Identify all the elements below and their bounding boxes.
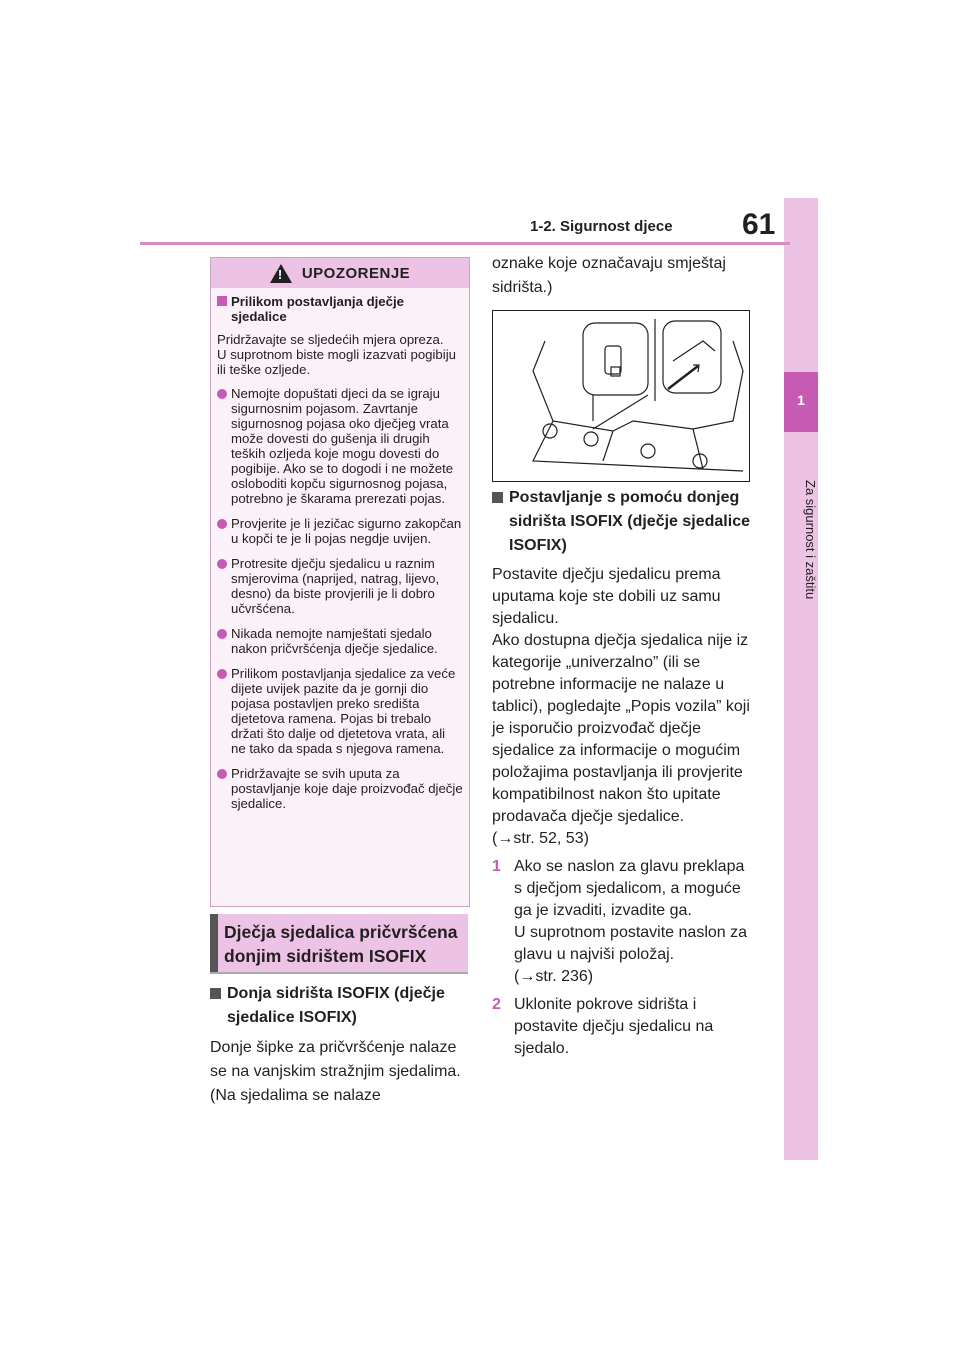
section-heading-box: [210, 914, 468, 974]
left-column: [210, 982, 472, 1108]
bullet-icon: [217, 389, 227, 399]
subheading-isofix: Donja sidrišta ISOFIX (dječje sjedalice ISOFIX): [210, 982, 472, 1030]
page-number: 61: [742, 208, 776, 241]
step-number: 1: [492, 858, 501, 875]
step-number: 2: [492, 996, 501, 1013]
bullet-icon: [217, 559, 227, 569]
warning-box: [210, 257, 470, 907]
subheading-install: Postavljanje s pomoću donjeg sidrišta ISOFIX (dječje sjedalice ISOFIX): [492, 486, 754, 558]
warning-item: Provjerite je li jezičac sigurno zakopčan u kopči te je li pojas negdje uvijen.: [217, 516, 463, 546]
step-item: 2 Uklonite pokrove sidrišta i postavite dječju sjedalicu na sjedalo.: [492, 994, 754, 1060]
section-title: Dječja sjedalica pričvršćena donjim sidrištem ISOFIX: [224, 922, 458, 966]
seat-illustration: [493, 311, 749, 481]
isofix-illustration: [492, 310, 750, 482]
bullet-icon: [217, 669, 227, 679]
side-tab: [784, 198, 818, 1160]
square-bullet-icon: [210, 988, 221, 999]
warning-title: UPOZORENJE: [301, 264, 411, 282]
bullet-icon: [217, 769, 227, 779]
header-rule: [140, 242, 790, 245]
right-column-top: oznake koje označavaju smještaj sidrišta.): [492, 255, 726, 296]
chapter-label: Za sigurnost i zaštitu: [803, 480, 818, 600]
chapter-number: 1: [797, 392, 805, 408]
section-bar: [210, 914, 218, 972]
warning-icon: [270, 264, 292, 283]
body-text: Postavite dječju sjedalicu prema uputama koje ste dobili uz samu sjedalicu. Ako dostupna dječja sjedalica nije iz kategorije „univerzalno” (ili se potrebne informacije ne nalaze u tablici), pogledajte „Popis vozila” koji je isporučio proizvođač dječje sjedalice za informacije o mogućim položajima postavljanja ili provjerite kompatibilnost nakon što upitate prodavača dječje sjedalice. (→str. 52, 53): [492, 566, 750, 847]
warning-body: [211, 288, 469, 811]
body-text: Donje šipke za pričvršćenje nalaze se na vanjskim stražnjim sjedalima. (Na sjedalima se nalaze: [210, 1039, 461, 1104]
square-bullet-icon: [492, 492, 503, 503]
warning-item: Pridržavajte se svih uputa za postavljanje koje daje proizvođač dječje sjedalice.: [217, 766, 463, 811]
warning-item: Nemojte dopuštati djeci da se igraju sigurnosnim pojasom. Zavrtanje sigurnosnog pojasa oko dječjeg vrata može dovesti do gušenja ili drugih teških ozljeda koje mogu dovesti do pogibije. Ako se to dogodi i ne možete osloboditi kopču sigurnosnog pojasa, potrebno je škarama prerezati pojas.: [217, 386, 463, 506]
section-header: 1-2. Sigurnost djece: [530, 218, 673, 235]
warning-item: Prilikom postavljanja sjedalice za veće dijete uvijek pazite da je gornji dio pojasa postavljen preko središta djetetova ramena. Pojas bi trebalo držati što dalje od djetetova vrata, ali ne tako da spada s njegova ramena.: [217, 666, 463, 756]
bullet-icon: [217, 519, 227, 529]
warning-intro: Pridržavajte se sljedećih mjera opreza. U suprotnom biste mogli izazvati pogibiju ili teške ozljede.: [217, 332, 456, 377]
square-bullet-icon: [217, 296, 227, 306]
warning-item: Nikada nemojte namještati sjedalo nakon pričvršćenja dječje sjedalice.: [217, 626, 463, 656]
bullet-icon: [217, 629, 227, 639]
warning-item: Protresite dječju sjedalicu u raznim smjerovima (naprijed, natrag, lijevo, desno) da biste provjerili je li dobro učvršćena.: [217, 556, 463, 616]
right-column-main: [492, 486, 754, 1060]
warning-header: [211, 258, 469, 288]
warning-heading: Prilikom postavljanja dječje sjedalice: [217, 294, 463, 324]
step-item: 1 Ako se naslon za glavu preklapa s dječjom sjedalicom, a moguće ga je izvaditi, izvadite ga. U suprotnom postavite naslon za glavu u najviši položaj. (→str. 236): [492, 856, 754, 988]
